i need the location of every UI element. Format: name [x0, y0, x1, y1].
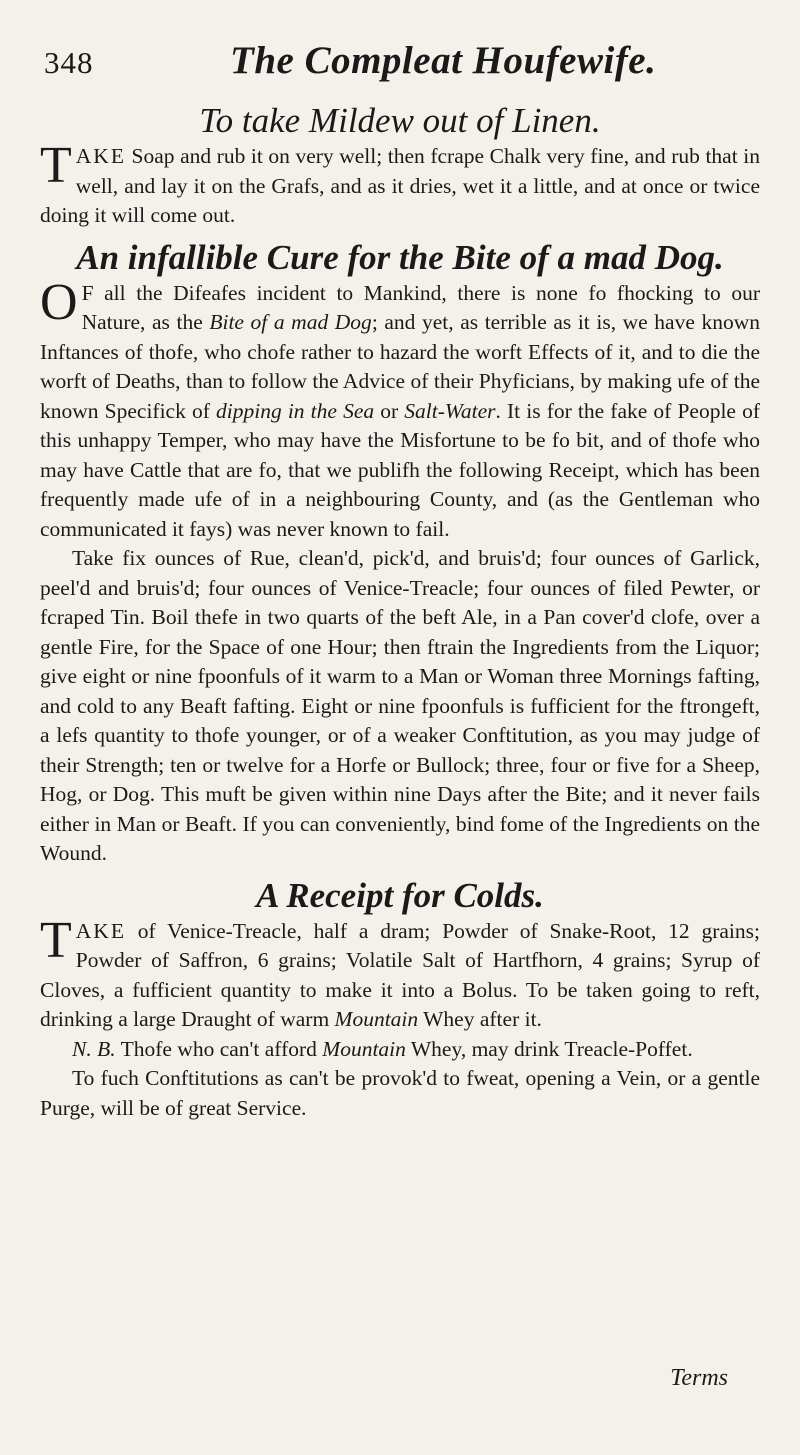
italic-run: Mountain — [334, 1007, 419, 1031]
text-run: ; and yet, as terrible as it is, we have known Inftances of thofe, who chofe rather to hazard the worft Effects of it, and to die the worft of Deaths, than to follow the Advice of their Phyficians, by making ufe of the known Specifick of — [40, 310, 760, 423]
section-title-mildew: To take Mildew out of Linen. — [199, 101, 601, 140]
section-title-colds: A Receipt for Colds. — [256, 875, 544, 915]
text-run: . It is for the fake of People of this unhappy Temper, who may have the Misfortune to be fo bit, and of thofe who may have Cattle that are fo, that we publifh the following Receipt, which has been frequently made ufe of in a neighbouring County, and (as the Gentleman who communicated it fays) was never known to fail. — [40, 398, 760, 541]
running-title: The Compleat Houfewife. — [230, 39, 657, 82]
mad-dog-recipe-paragraph: Take fix ounces of Rue, clean'd, pick'd, and bruis'd; four ounces of Garlick, peel'd and bruis'd; four ounces of Venice-Treacle; four ounces of filed Pewter, or fcraped Tin. Boil thefe in two quarts of the beft Ale, in a Pan cover'd clofe, over a gentle Fire, for the Space of one Hour; then ftrain the Ingredients from the Liquor; give eight or nine fpoonfuls of it warm to a Man or Woman three Mornings fafting, and cold to any Beaft fafting. Eight or nine fpoonfuls is fufficient for the ftrongeft, a lefs quantity to thofe younger, or of a weaker Conftitution, as you may judge of their Strength; ten or twelve for a Horfe or Bullock; three, four or five for a Sheep, Hog, or Dog. This muft be given within nine Days after the Bite; and it never fails either in Man or Beaft. If you can conveniently, bind fome of the Ingredients on the Wound. — [40, 546, 760, 865]
text-run: or — [374, 398, 405, 423]
section-title-mad-dog: An infallible Cure for the Bite of a mad Dog. — [76, 237, 724, 277]
page-number: 348 — [44, 45, 94, 80]
text-run: of Venice-Treacle, half a dram; Powder of Snake-Root, 12 grains; Powder of Saffron, 6 grains; Volatile Salt of Hartfhorn, 4 grains; Syrup of Cloves, a fufficient quantity to make it into a Bolus. To be taken going to reft, drinking a large Draught of warm — [40, 918, 760, 1031]
text-run: Thofe who can't afford — [115, 1036, 323, 1061]
lead-word: AKE — [75, 144, 126, 168]
mad-dog-intro-paragraph — [40, 273, 760, 545]
nota-bene-label: N. B. — [72, 1036, 116, 1061]
italic-run: Mountain — [322, 1036, 406, 1061]
nota-bene-paragraph — [40, 1035, 760, 1065]
constitutions-paragraph: To fuch Conftitutions as can't be provok'd to fweat, opening a Vein, or a gentle Purge, will be of great Service. — [40, 1066, 760, 1120]
lead-word: AKE — [75, 918, 126, 943]
mildew-paragraph — [40, 137, 760, 231]
colds-recipe-paragraph — [40, 911, 760, 1035]
drop-cap: T — [40, 137, 72, 194]
italic-run: Salt-Water — [404, 398, 496, 423]
text-run: Whey after it. — [418, 1007, 542, 1031]
page-header — [40, 38, 760, 94]
drop-cap: T — [40, 911, 72, 969]
text-run: Whey, may drink Treacle-Poffet. — [405, 1036, 693, 1061]
drop-cap: O — [40, 273, 78, 331]
italic-run: dipping in the Sea — [216, 398, 375, 423]
text-run: F all the Difeafes incident to Mankind, there is none fo fhocking to our Nature, as the — [81, 280, 760, 334]
paragraph-text: Soap and rub it on very well; then fcrape Chalk very fine, and rub that in well, and lay it on the Grafs, and as it dries, wet it a little, and at once or twice doing it will come out. — [40, 144, 760, 227]
italic-run: Bite of a mad Dog — [209, 310, 372, 334]
catchword: Terms — [670, 1365, 728, 1391]
